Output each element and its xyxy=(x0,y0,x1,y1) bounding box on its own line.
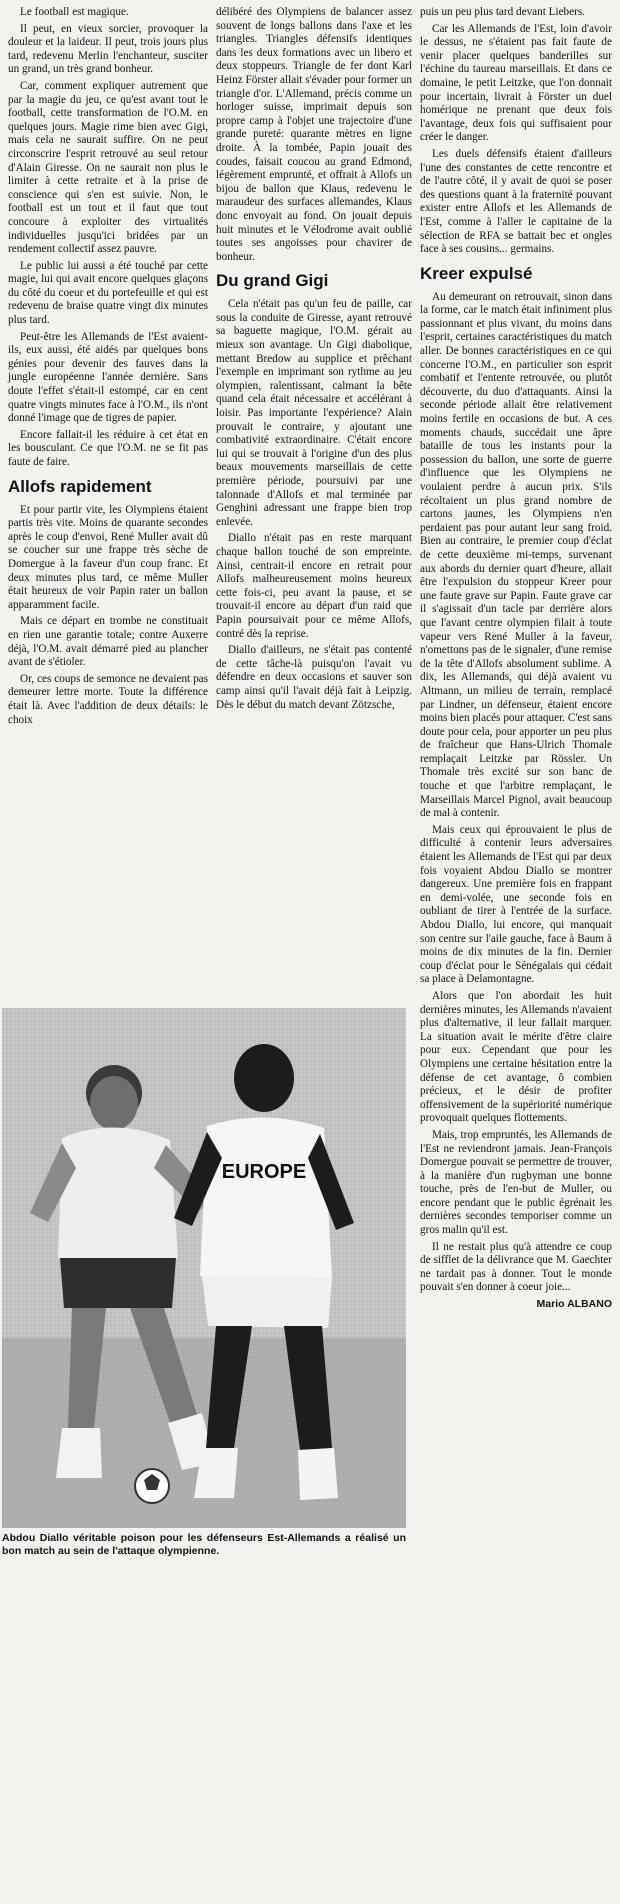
article-paragraph: Peut-être les Allemands de l'Est avaient-ils, eux aussi, été aidés par quelques bons génies pour devenir des fauves dans la jungle européenne l'année dernière. Sans doute l'effet s'était-il estompé, car en cent quatre vingts minutes face à l'O.M., ils n'ont donné l'image que de tigres de papier. xyxy=(8,330,208,425)
article-paragraph: Mais ceux qui éprouvaient le plus de difficulté à contenir leurs adversaires étaient les Allemands de l'Est qui par deux fois voyaient Abdou Diallo se montrer dangereux. Une première fois en frappant en demi-volée, une seconde fois en oubliant de tirer à l'entrée de la surface. Abdou Diallo, lui encore, qui manquait son centre sur l'aile gauche, face à Baum à moins de dix minutes de la fin. Dernier coup d'éclat pour le Sénégalais qui cédait sa place à Delamontagne. xyxy=(420,823,612,986)
article-paragraph: Le football est magique. xyxy=(20,6,129,18)
article-paragraph: Il ne restait plus qu'à attendre ce coup de sifflet de la délivrance que M. Gaechter ne tardait pas à donner. Tout le monde pouvait s'en donner à coeur joie... xyxy=(420,1240,612,1294)
article-paragraph: Et pour partir vite, les Olympiens étaient partis très vite. Moins de quarante secondes après le coup d'envoi, René Muller avait dû se coucher sur une frappe très sèche de Domergue à la faveur d'un coup franc. Et deux minutes plus tard, ce même Muller était heureux de voir Papin rater un ballon apparamment facile. xyxy=(8,503,208,611)
article-paragraph: Or, ces coups de semonce ne devaient pas demeurer lettre morte. Toute la différence était là. Avec l'addition de deux détails: le choix xyxy=(8,672,208,726)
section-heading: Du grand Gigi xyxy=(216,271,329,291)
article-column-3 xyxy=(420,6,612,1310)
article-paragraph: Encore fallait-il les réduire à cet état en les bousculant. Ce que l'O.M. ne se fit pas faute de faire. xyxy=(8,428,208,468)
article-paragraph: délibéré des Olympiens de balancer assez souvent de longs ballons dans l'axe et les triangles. Triangles défensifs identiques dans les deux formations avec un libero et deux stoppeurs. Triangle de fer dont Karl Heinz Förster allait s'évader pour former un triangle d'or. L'Allemand, précis comme un horloger suisse, imprimait depuis son propre camp à l'objet une trajectoire d'une grande pureté: quarante mètres en ligne droite. À la tombée, Papin jouait des coudes, faisait coucou au grand Edmond, légèrement emprunté, et offrait à Allofs un bijou de ballon que Klaus, redevenu le maraudeur des surfaces allemandes, Klaus donc envoyait au fond. On jouait depuis huit minutes et le Vélodrome avait oublié toutes ses angoisses pour chavirer de bonheur. xyxy=(216,6,412,263)
article-column-2 xyxy=(216,6,412,715)
article-paragraph: Les duels défensifs étaient d'ailleurs l'une des constantes de cette rencontre et de l'autre côté, il y avait de quoi se poser des questions quant à la fraternité pouvant exister entre Allofs et les Allemands de l'Est, comme à l'aller le capitaine de la sélection de RFA se battait bec et ongles face à ses cousins... germains. xyxy=(420,147,612,256)
article-paragraph: Mais ce départ en trombe ne constituait en rien une garantie totale; contre Auxerre déjà, l'O.M. avait démarré pied au plancher avant de s'étioler. xyxy=(8,615,208,669)
match-photo xyxy=(2,1008,406,1528)
article-paragraph: Il peut, en vieux sorcier, provoquer la douleur et la laideur. Il peut, trois jours plus tard, redevenu Merlin l'enchanteur, susciter un grand, un très grand bonheur. xyxy=(8,22,208,76)
players-illustration xyxy=(2,1008,406,1528)
section-heading: Allofs rapidement xyxy=(8,476,152,496)
article-paragraph: Car, comment expliquer autrement que par la magie du jeu, ce qu'est avant tout le football, cette transformation de l'O.M. en quelques jours. Magie rime bien avec Gigi, mais cela ne saurait suffire. On ne peut circonscrire l'esprit retrouvé au seul retour d'Alain Giresse. On ne saurait non plus le limiter à cette retraite et à la prise de conscience qui s'en est suivie. Non, le football est un tout et il faut que tout concoure à exploiter des virtualités individuelles jusqu'ici bridées par un rendement collectif assez pauvre. xyxy=(8,79,208,256)
article-paragraph: Au demeurant on retrouvait, sinon dans la forme, car le match était infiniment plus passionnant et plus vivant, du moins dans l'esprit, certaines caractéristiques du match aller. De bonnes caractéristiques en ce qui concerne l'O.M., en particulier son esprit combatif et l'entente retrouvée, ou plutôt découverte, du duo d'attaquants. Ainsi la seconde période allait être relativement moins fertile en occasions de but. A ces moments chauds, succédait une âpre bataille de tous les instants pour la possession du ballon, une sorte de guerre d'influence que les Olympiens ne voulaient perdre à aucun prix. S'ils récoltaient un plus grand nombre de cartons jaunes, les Olympiens n'en perdaient pas pour autant leur sang froid. Bien au contraire, le premier coup d'éclat de cette deuxième mi-temps, survenant aux abords du dernier quart d'heure, allait être l'expulsion du stoppeur Kreer pour une faute grave sur Papin. Faute grave car il s'agissait d'un tacle par derrière alors que l'avant centre olympien filait à toute vapeur vers René Muller à la faveur, n'omettons pas de le signaler, d'une remise de la tête d'Allofs absolument sublime. A dix, les Allemands, qui déjà avaient vu Altmann, un milieu de terrain, remplacé par Lindner, un défenseur, étaient encore moins bien placés pour attaquer. C'est sans doute pour cela, pour apporter un peu plus de fraîcheur que Hans-Ulrich Thomale remplaçait Leitzke par Rössler. Un Thomale très excité sur son banc de touche et que l'arbitre remplaçant, le Marseillais Marcel Pignol, avait beaucoup de mal à contenir. xyxy=(420,290,612,820)
shirt-sponsor-text: EUROPE xyxy=(221,1161,307,1183)
article-paragraph: Cela n'était pas qu'un feu de paille, car sous la conduite de Giresse, ayant retrouvé sa baguette magique, l'O.M. gérait au mieux son avantage. Un Gigi diabolique, mettant Bredow au supplice et prêchant l'exemple en imprimant son rythme au jeu olympien, ralentissant, calmant la bête quand cela était nécessaire et accélérant à loisir. Pas importante l'expérience? Alain prouvait le contraire, y ajoutant une combativité extraordinaire. C'était encore lui qui se trouvait à l'origine d'un des plus beaux mouvements marseillais de cette première période, poursuivi par une talonnade d'Allofs et mal terminée par Genghini adressant une frappe bien trop enlevée. xyxy=(216,298,412,528)
article-paragraph: Alors que l'on abordait les huit dernières minutes, les Allemands n'avaient plus d'alternative, il leur fallait marquer. La situation avait le mérite d'être claire pour eux. Cependant que pour les Olympiens une certaine hésitation entre la défense de cet avantage, ô combien précieux, et le désir de profiter offensivement de la supériorité numérique provoquait quelques flottements. xyxy=(420,989,612,1125)
article-paragraph: Mais, trop empruntés, les Allemands de l'Est ne reviendront jamais. Jean-François Domergue pouvait se permettre de trouver, à la manière d'un rugbyman une bonne touche, près de l'en-but de Muller, ou encore pendant que le public égrénait les dernières secondes temporiser comme un gros malin qu'il est. xyxy=(420,1128,612,1237)
section-heading: Kreer expulsé xyxy=(420,263,533,283)
article-paragraph: Diallo n'était pas en reste marquant chaque ballon touché de son empreinte. Ainsi, centrait-il encore en retrait pour Allofs malheureusement moins heureux cette fois-ci, peu avant la pause, et se trouvait-il encore au départ d'un raid que Papin poursuivait pour ce même Allofs, contré dès la reprise. xyxy=(216,532,412,640)
photo-caption: Abdou Diallo véritable poison pour les défenseurs Est-Allemands a réalisé un bon match au sein de l'attaque olympienne. xyxy=(2,1532,406,1557)
article-paragraph: Car les Allemands de l'Est, loin d'avoir le dessus, ne s'étaient pas fait faute de venir placer quelques banderilles sur l'échine du taureau marseillais. Et dans ce domaine, le petit Leitzke, que l'on donnait pour incertain, livrait à Förster un duel homérique ne prenant que deux fois l'avantage, deux fois qui suffisaient pour créer le danger. xyxy=(420,22,612,144)
article-paragraph: Le public lui aussi a été touché par cette magie, lui qui avait encore quelques glaçons du côté du coeur et du portefeuille et qui est redevenu de braise quatre vingt dix minutes plus tard. xyxy=(8,259,208,327)
article-column-1 xyxy=(8,6,208,730)
author-signature: Mario ALBANO xyxy=(536,1298,612,1311)
article-paragraph: puis un peu plus tard devant Liebers. xyxy=(420,6,585,18)
article-paragraph: Diallo d'ailleurs, ne s'était pas contenté de cette tâche-là puisqu'on l'avait vu défendre en deux occasions et sauver son camp ainsi qu'il l'avait déjà fait à Leipzig. Dès le début du match devant Zötzsche, xyxy=(216,644,412,711)
